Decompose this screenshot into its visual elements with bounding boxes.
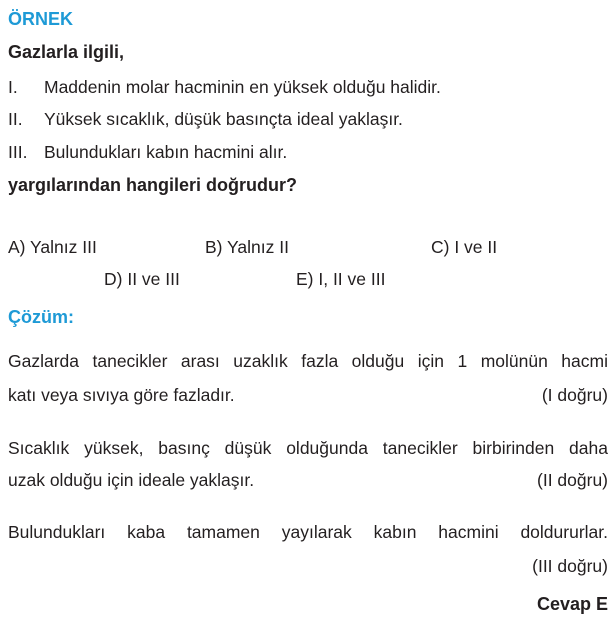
solution-p1-line1: Gazlarda tanecikler arası uzaklık fazla olduğu için 1 molünün hacmi [8,351,608,371]
solution-heading: Çözüm: [8,307,74,327]
statement-1-text: Maddenin molar hacminin en yüksek olduğu halidir. [44,77,441,97]
option-c: C) I ve II [431,237,498,257]
solution-p1-line2: katı veya sıvıya göre fazladır. [8,385,235,405]
option-e: E) I, II ve III [296,269,386,289]
statement-1-number: I. [8,77,18,97]
example-heading: ÖRNEK [8,9,74,29]
statement-2-text: Yüksek sıcaklık, düşük basınçta ideal yaklaşır. [44,109,403,129]
solution-p3-line1: Bulundukları kaba tamamen yayılarak kabın hacmini doldururlar. [8,522,608,542]
solution-p3-mark: (III doğru) [532,556,608,576]
solution-p2-line2: uzak olduğu için ideale yaklaşır. [8,470,255,490]
option-d: D) II ve III [104,269,180,289]
option-b: B) Yalnız II [205,237,289,257]
question-intro: Gazlarla ilgili, [8,42,125,62]
statement-1 [8,77,441,98]
option-a: A) Yalnız III [8,237,97,257]
statement-3 [8,142,287,163]
solution-p2-mark: (II doğru) [537,470,608,490]
statement-2-number: II. [8,109,23,129]
solution-p2-line1: Sıcaklık yüksek, basınç düşük olduğunda tanecikler birbirinden daha [8,438,608,458]
statement-3-text: Bulundukları kabın hacmini alır. [44,142,288,162]
statement-3-number: III. [8,142,28,162]
solution-p1-mark: (I doğru) [541,385,608,405]
answer: Cevap E [536,594,608,614]
question-prompt: yargılarından hangileri doğrudur? [8,175,298,195]
statement-2 [8,109,403,130]
